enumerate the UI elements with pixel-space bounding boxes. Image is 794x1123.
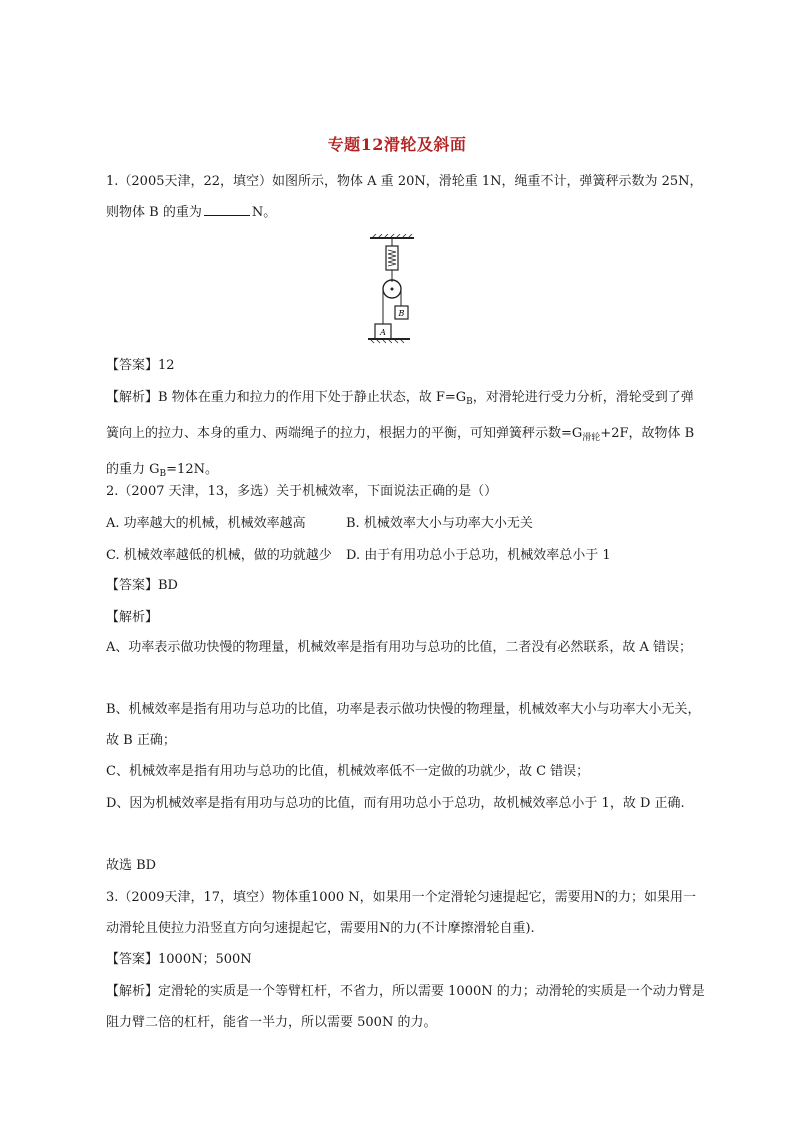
q1-sub-pulley: 滑轮 [582, 433, 601, 443]
q2-option-b: B. 机械效率大小与功率大小无关 [346, 516, 533, 531]
block-a-label: A [380, 328, 386, 337]
q2-conclusion: 故选 BD [106, 858, 157, 873]
q2-option-c: C. 机械效率越低的机械，做的功就越少 [106, 548, 332, 563]
q1-analysis-tag: 【解析】 [106, 390, 159, 405]
q2-explain-b: B、机械效率是指有用功与总功的比值，功率是表示做功快慢的物理量，机械效率大小与功率大小无关，故 B 正确； [106, 702, 701, 748]
q1-sub-b2: B [159, 469, 167, 479]
q1-analysis-part3: +2F，故物体 B 的重力 G [106, 426, 695, 477]
block-b-label: B [398, 309, 405, 318]
q2-stem: 2.（2007 天津，13，多选）关于机械效率，下面说法正确的是（） [106, 484, 498, 499]
q1-answer: 【答案】12 [106, 358, 175, 373]
q2-analysis-tag: 【解析】 [106, 610, 159, 625]
q2-options-row1 [106, 508, 706, 539]
pulley-figure [364, 234, 424, 346]
q3-stem: 3.（2009天津，17，填空）物体重1000 N，如果用一个定滑轮匀速提起它，需要用N的力；如果用一动滑轮且使拉力沿竖直方向匀速提起它，需要用N的力(不计摩擦滑轮自重). [106, 890, 696, 936]
q1-analysis [106, 382, 706, 490]
q1-line1: 1.（2005天津，22，填空）如图所示，物体 A 重 20N，滑轮重 1N，绳重不计，弹簧秤示数为 25N， [106, 174, 703, 189]
q3-analysis-tag: 【解析】 [106, 984, 159, 999]
q2-explain-a: A、功率表示做功快慢的物理量，机械效率是指有用功与总功的比值，二者没有必然联系，故 A 错误； [106, 640, 693, 655]
q2-option-d: D. 由于有用功总小于总功，机械效率总小于 1 [346, 548, 611, 563]
q1-analysis-part4: =12N。 [166, 462, 218, 477]
q1-answer-blank [204, 203, 250, 216]
q1-line2-pre: 则物体 B 的重为 [106, 205, 202, 220]
q2-options-row2 [106, 540, 706, 571]
q1-line2-post: N。 [251, 205, 277, 220]
q1-analysis-part2: ，对滑轮进行受力分析，滑轮受到了弹簧向上的拉力、本身的重力、两端绳子的拉力，根据力的平衡，可知弹簧秤示数=G [106, 390, 694, 441]
q2-option-a: A. 功率越大的机械，机械效率越高 [106, 516, 306, 531]
q1-sub-b: B [466, 397, 473, 407]
page-title: 专题12滑轮及斜面 [327, 135, 467, 154]
q1-stem [106, 166, 706, 228]
q3-answer: 【答案】1000N；500N [106, 952, 252, 967]
pulley-diagram [364, 234, 424, 346]
q2-explain-c: C、机械效率是指有用功与总功的比值，机械效率低不一定做的功就少，故 C 错误； [106, 764, 590, 779]
q1-analysis-part1: B 物体在重力和拉力的作用下处于静止状态，故 F=G [158, 390, 467, 405]
q3-analysis-text: 定滑轮的实质是一个等臂杠杆，不省力，所以需要 1000N 的力；动滑轮的实质是一个动力臂是阻力臂二倍的杠杆，能省一半力，所以需要 500N 的力。 [106, 984, 705, 1030]
q2-answer: 【答案】BD [106, 578, 178, 593]
q3-analysis [106, 976, 706, 1038]
q2-explain-d: D、因为机械效率是指有用功与总功的比值，而有用功总小于总功，故机械效率总小于 1，故 D 正确. [106, 796, 685, 811]
